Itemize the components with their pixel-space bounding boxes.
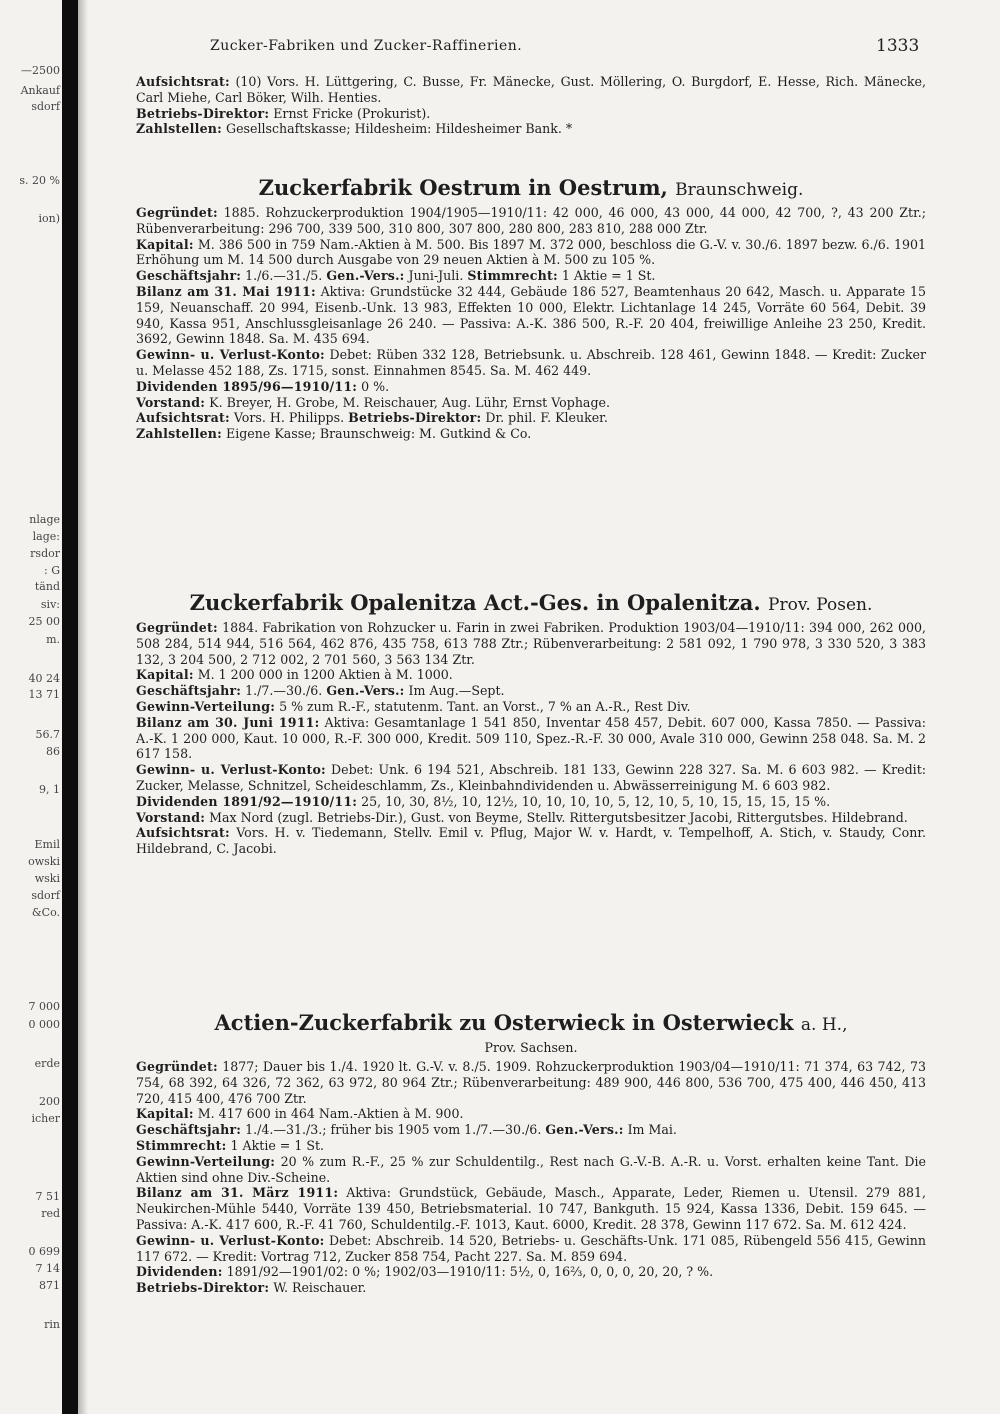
field-text: 1891/92—1901/02: 0 %; 1902/03—1910/11: 5½, 0, 16⅔, 0, 0, 0, 20, 20, ? %. bbox=[226, 1264, 714, 1280]
margin-fragment: &Co. bbox=[31, 906, 60, 919]
field-label: Aufsichtsrat: bbox=[136, 410, 230, 426]
field-label: Kapital: bbox=[136, 236, 194, 252]
margin-fragment: 7 000 bbox=[28, 1000, 60, 1013]
field-text: Debet: Abschreib. 14 520, Betriebs- u. Geschäfts-Unk. 171 085, Rübengeld 556 415, Gewinn 117 672. — Kredit: Vortrag 712, Zucker 858 754, Pacht 227. Sa. M. 859 694. bbox=[136, 1232, 926, 1264]
field-label: Gegründet: bbox=[136, 205, 218, 220]
field-label: Geschäftsjahr: bbox=[136, 1122, 242, 1138]
company-title-text: Zuckerfabrik Opalenitza Act.-Ges. in Opalenitza. bbox=[189, 590, 761, 615]
field-label: Betriebs-Direktor: bbox=[136, 1280, 270, 1296]
field-label: Zahlstellen: bbox=[136, 426, 222, 442]
margin-fragment: 13 71 bbox=[28, 688, 60, 701]
field-text: 0 %. bbox=[361, 378, 390, 394]
field-label: Vorstand: bbox=[136, 394, 206, 410]
field-text: 1./7.—30./6. bbox=[245, 683, 323, 699]
margin-fragment: 0 000 bbox=[28, 1018, 60, 1031]
field-text: K. Breyer, H. Grobe, M. Reischauer, Aug. Lühr, Ernst Vophage. bbox=[209, 394, 610, 410]
field-label: Stimmrecht: bbox=[467, 268, 558, 284]
field-label: Dividenden: bbox=[136, 1264, 223, 1280]
margin-fragment: tänd bbox=[34, 580, 60, 593]
company-entry-osterwieck bbox=[136, 1010, 926, 1296]
margin-fragment: Emil bbox=[34, 838, 60, 851]
paragraph bbox=[136, 426, 926, 442]
field-label: Betriebs-Direktor: bbox=[348, 410, 482, 426]
field-text: 1884. Fabrikation von Rohzucker u. Farin in zwei Fabriken. Produktion 1903/04—1910/11: 394 000, 262 000, 508 284, 514 944, 516 564, 462 876, 435 758, 613 788 Ztr.; Rübenverarbeitung: 2 581 092, 1 790 978, 3 330 520, 3 383 132, 3 204 500, 2 712 002, 2 701 560, 3 563 134 Ztr. bbox=[136, 620, 926, 667]
field-label: Vorstand: bbox=[136, 809, 206, 825]
field-label: Aufsichtsrat: bbox=[136, 825, 230, 841]
margin-fragment: siv: bbox=[40, 598, 60, 611]
paragraph bbox=[136, 825, 926, 857]
margin-fragment: 25 00 bbox=[28, 615, 60, 628]
paragraph bbox=[136, 1233, 926, 1265]
field-text: 5 % zum R.-F., statutenm. Tant. an Vorst., 7 % an A.-R., Rest Div. bbox=[279, 698, 691, 714]
company-title bbox=[136, 1010, 926, 1038]
continuation-block bbox=[136, 74, 926, 137]
margin-fragment: 56.7 bbox=[35, 728, 60, 741]
field-label: Gen.-Vers.: bbox=[326, 683, 405, 699]
running-head: Zucker-Fabriken und Zucker-Raffinerien. bbox=[210, 38, 523, 54]
paragraph bbox=[136, 379, 926, 395]
field-text: Vors. H. v. Tiedemann, Stellv. Emil v. Pflug, Major W. v. Hardt, v. Tempelhoff, A. Stich, v. Staudy, Conr. Hildebrand, C. Jacobi. bbox=[136, 825, 926, 857]
field-label: Dividenden 1891/92—1910/11: bbox=[136, 793, 358, 809]
company-title-text: Zuckerfabrik Oestrum in Oestrum, bbox=[258, 175, 668, 200]
paragraph bbox=[136, 395, 926, 411]
margin-fragment: nlage bbox=[29, 513, 60, 526]
paragraph bbox=[136, 347, 926, 379]
field-label: Kapital: bbox=[136, 667, 194, 683]
field-text: Aktiva: Grundstück, Gebäude, Masch., Apparate, Leder, Riemen u. Utensil. 279 881, Neukirchen-Mühle 5440, Vorräte 139 450, Betriebsmaterial. 10 747, Bankguth. 15 924, Kassa 1336, Debit. 159 645. — Passiva: A.-K. 417 600, R.-F. 41 760, Schuldentilg.-F. 1013, Kaut. 6000, Kredit. 28 378, Gewinn 117 672. Sa. M. 612 424. bbox=[136, 1185, 926, 1232]
company-entry-oestrum bbox=[136, 175, 926, 442]
margin-fragment: 7 14 bbox=[35, 1262, 60, 1275]
field-label: Gegründet: bbox=[136, 620, 218, 635]
field-label: Stimmrecht: bbox=[136, 1137, 227, 1153]
paragraph bbox=[136, 74, 926, 106]
field-text: Im Mai. bbox=[627, 1122, 677, 1138]
margin-fragment: 7 51 bbox=[35, 1190, 60, 1203]
field-label: Gegründet: bbox=[136, 1059, 218, 1074]
margin-fragment: 0 699 bbox=[28, 1245, 60, 1258]
field-text: M. 417 600 in 464 Nam.-Aktien à M. 900. bbox=[197, 1106, 464, 1122]
field-label: Kapital: bbox=[136, 1106, 194, 1122]
field-label: Aufsichtsrat: bbox=[136, 74, 230, 89]
book-spine-gutter bbox=[62, 0, 78, 1414]
paragraph bbox=[136, 699, 926, 715]
company-title bbox=[136, 590, 926, 618]
company-title-sub: Prov. Posen. bbox=[768, 595, 873, 615]
page-number: 1333 bbox=[876, 36, 920, 56]
company-title-sub: Braunschweig. bbox=[675, 180, 804, 200]
margin-fragment: 9, 1 bbox=[39, 783, 60, 796]
field-text: Debet: Rüben 332 128, Betriebsunk. u. Abschreib. 128 461, Gewinn 1848. — Kredit: Zucker u. Melasse 452 188, Zs. 1715, sonst. Einnahmen 8545. Sa. M. 462 449. bbox=[136, 347, 926, 378]
field-text: 25, 10, 30, 8½, 10, 12½, 10, 10, 10, 10, 5, 12, 10, 5, 10, 15, 15, 15, 15 %. bbox=[361, 793, 831, 809]
field-text: 1 Aktie = 1 St. bbox=[561, 268, 656, 284]
company-subtitle: Prov. Sachsen. bbox=[484, 1040, 578, 1055]
field-text: Max Nord (zugl. Betriebs-Dir.), Gust. von Beyme, Stellv. Rittergutsbesitzer Jacobi, Rittergutsbes. Hildebrand. bbox=[209, 809, 908, 825]
company-title bbox=[136, 175, 926, 203]
field-text: Im Aug.—Sept. bbox=[408, 683, 505, 699]
field-label: Gewinn- u. Verlust-Konto: bbox=[136, 1232, 325, 1248]
field-text: M. 386 500 in 759 Nam.-Aktien à M. 500. Bis 1897 M. 372 000, beschloss die G.-V. v. 30./6. 1897 bezw. 6./6. 1901 Erhöhung um M. 14 500 durch Ausgabe von 29 neuen Aktien à M. 500 zu 105 %. bbox=[136, 236, 926, 268]
margin-fragment: m. bbox=[46, 633, 60, 646]
margin-fragment: icher bbox=[31, 1112, 60, 1125]
margin-fragment: sdorf bbox=[31, 889, 60, 902]
field-label: Gewinn- u. Verlust-Konto: bbox=[136, 347, 325, 363]
paragraph bbox=[136, 121, 926, 137]
field-label: Gewinn- u. Verlust-Konto: bbox=[136, 762, 326, 778]
field-label: Gewinn-Verteilung: bbox=[136, 1153, 276, 1169]
field-text: Debet: Unk. 6 194 521, Abschreib. 181 133, Gewinn 228 327. Sa. M. 6 603 982. — Kredit: Zucker, Melasse, Schnitzel, Scheideschlamm, Zs., Kleinbahndividenden u. Abwässerreinigung M. 6 603 982. bbox=[136, 762, 926, 793]
margin-fragment: owski bbox=[28, 855, 60, 868]
field-label: Bilanz am 31. Mai 1911: bbox=[136, 283, 316, 299]
field-text: Ernst Fricke (Prokurist). bbox=[273, 105, 431, 121]
margin-fragment: 200 bbox=[39, 1095, 60, 1108]
paragraph bbox=[136, 620, 926, 667]
margin-fragment: 40 24 bbox=[28, 672, 60, 685]
field-text: (10) Vors. H. Lüttgering, C. Busse, Fr. Mänecke, Gust. Möllering, O. Burgdorf, E. Hesse, Rich. Mänecke, Carl Miehe, Carl Böker, Wilh. Henties. bbox=[136, 74, 926, 105]
field-text: W. Reischauer. bbox=[273, 1280, 367, 1296]
margin-fragment: ion) bbox=[38, 212, 60, 225]
margin-fragment: : G bbox=[44, 564, 60, 577]
margin-fragment: wski bbox=[34, 872, 60, 885]
field-label: Gen.-Vers.: bbox=[326, 268, 405, 284]
paragraph bbox=[136, 205, 926, 237]
paragraph bbox=[136, 1122, 926, 1138]
field-text: Eigene Kasse; Braunschweig: M. Gutkind & Co. bbox=[226, 426, 532, 442]
paragraph bbox=[136, 410, 926, 426]
field-text: 1877; Dauer bis 1./4. 1920 lt. G.-V. v. 8./5. 1909. Rohzuckerproduktion 1903/04—1910/11: 71 374, 63 742, 73 754, 68 392, 64 326, 72 362, 63 972, 80 964 Ztr.; Rübenverarbeitung: 489 900, 446 800, 536 700, 475 400, 446 450, 413 720, 415 400, 476 700 Ztr. bbox=[136, 1059, 926, 1106]
field-text: 20 % zum R.-F., 25 % zur Schuldentilg., Rest nach G.-V.-B. A.-R. u. Vorst. erhalten keine Tant. Die Aktien sind ohne Div.-Scheine. bbox=[136, 1153, 926, 1185]
paragraph bbox=[136, 810, 926, 826]
margin-fragment: —2500 bbox=[21, 64, 60, 77]
paragraph bbox=[136, 237, 926, 269]
field-text: M. 1 200 000 in 1200 Aktien à M. 1000. bbox=[197, 667, 453, 683]
company-entry-opalenitza bbox=[136, 590, 926, 857]
margin-fragment: erde bbox=[34, 1057, 60, 1070]
margin-fragment: red bbox=[41, 1207, 60, 1220]
field-label: Geschäftsjahr: bbox=[136, 683, 242, 699]
paragraph bbox=[136, 762, 926, 794]
paragraph bbox=[136, 106, 926, 122]
margin-fragment: lage: bbox=[32, 530, 60, 543]
gutter-shadow bbox=[78, 0, 88, 1414]
margin-fragment: 86 bbox=[46, 745, 60, 758]
field-label: Gen.-Vers.: bbox=[545, 1122, 624, 1138]
margin-fragment: rin bbox=[44, 1318, 60, 1331]
paragraph bbox=[136, 715, 926, 762]
paragraph bbox=[136, 284, 926, 347]
field-text: Vors. H. Philipps. bbox=[233, 410, 345, 426]
margin-fragment: sdorf bbox=[31, 100, 60, 113]
margin-fragment: 871 bbox=[39, 1279, 60, 1292]
field-label: Geschäftsjahr: bbox=[136, 268, 242, 284]
field-label: Bilanz am 31. März 1911: bbox=[136, 1185, 339, 1201]
field-text: Aktiva: Gesamtanlage 1 541 850, Inventar 458 457, Debit. 607 000, Kassa 7850. — Passiva: A.-K. 1 200 000, Kaut. 10 000, R.-F. 300 000, Kredit. 509 110, Spez.-R.-F. 30 000, Avale 310 000, Gewinn 258 048. Sa. M. 2 617 158. bbox=[136, 714, 926, 762]
field-text: Aktiva: Grundstücke 32 444, Gebäude 186 527, Beamtenhaus 20 642, Masch. u. Apparate 15 159, Neuanschaff. 20 994, Eisenb.-Unk. 13 983, Effekten 10 000, Elektr. Lichtanlage 14 245, Vorräte 60 564, Debit. 39 940, Kassa 951, Anschlussgleisanlage 26 240. — Passiva: A.-K. 386 500, R.-F. 20 404, freiwillige Anleihe 23 250, Kredit. 3692, Gewinn 1848. Sa. M. 435 694. bbox=[136, 283, 926, 347]
paragraph bbox=[136, 1185, 926, 1232]
field-text: Gesellschaftskasse; Hildesheim: Hildesheimer Bank. * bbox=[226, 121, 573, 137]
paragraph bbox=[136, 268, 926, 284]
field-text: 1./6.—31./5. bbox=[245, 268, 323, 284]
field-label: Dividenden 1895/96—1910/11: bbox=[136, 378, 358, 394]
field-text: 1 Aktie = 1 St. bbox=[230, 1137, 325, 1153]
paragraph bbox=[136, 683, 926, 699]
field-text: Juni-Juli. bbox=[408, 268, 464, 284]
field-label: Gewinn-Verteilung: bbox=[136, 698, 276, 714]
paragraph bbox=[136, 1154, 926, 1186]
paragraph bbox=[136, 667, 926, 683]
field-text: Dr. phil. F. Kleuker. bbox=[485, 410, 608, 426]
field-label: Betriebs-Direktor: bbox=[136, 105, 270, 121]
paragraph bbox=[136, 1138, 926, 1154]
margin-fragment: s. 20 % bbox=[19, 174, 60, 187]
left-margin-fragments bbox=[0, 0, 62, 1414]
field-label: Zahlstellen: bbox=[136, 121, 222, 137]
paragraph bbox=[136, 1280, 926, 1296]
margin-fragment: rsdor bbox=[30, 547, 60, 560]
paragraph bbox=[136, 1059, 926, 1106]
field-text: 1885. Rohzuckerproduktion 1904/1905—1910/11: 42 000, 46 000, 43 000, 44 000, 42 700, ?, 43 200 Ztr.; Rübenverarbeitung: 296 700, 339 500, 310 800, 307 800, 280 800, 283 810, 288 000 Ztr. bbox=[136, 205, 926, 236]
company-title-sub: a. H., bbox=[800, 1015, 848, 1035]
paragraph bbox=[136, 1264, 926, 1280]
company-title-text: Actien-Zuckerfabrik zu Osterwieck in Osterwieck bbox=[214, 1010, 794, 1035]
paragraph bbox=[136, 1106, 926, 1122]
paragraph bbox=[136, 794, 926, 810]
field-text: 1./4.—31./3.; früher bis 1905 vom 1./7.—30./6. bbox=[245, 1122, 542, 1138]
margin-fragment: Ankauf bbox=[20, 84, 60, 97]
field-label: Bilanz am 30. Juni 1911: bbox=[136, 714, 320, 730]
